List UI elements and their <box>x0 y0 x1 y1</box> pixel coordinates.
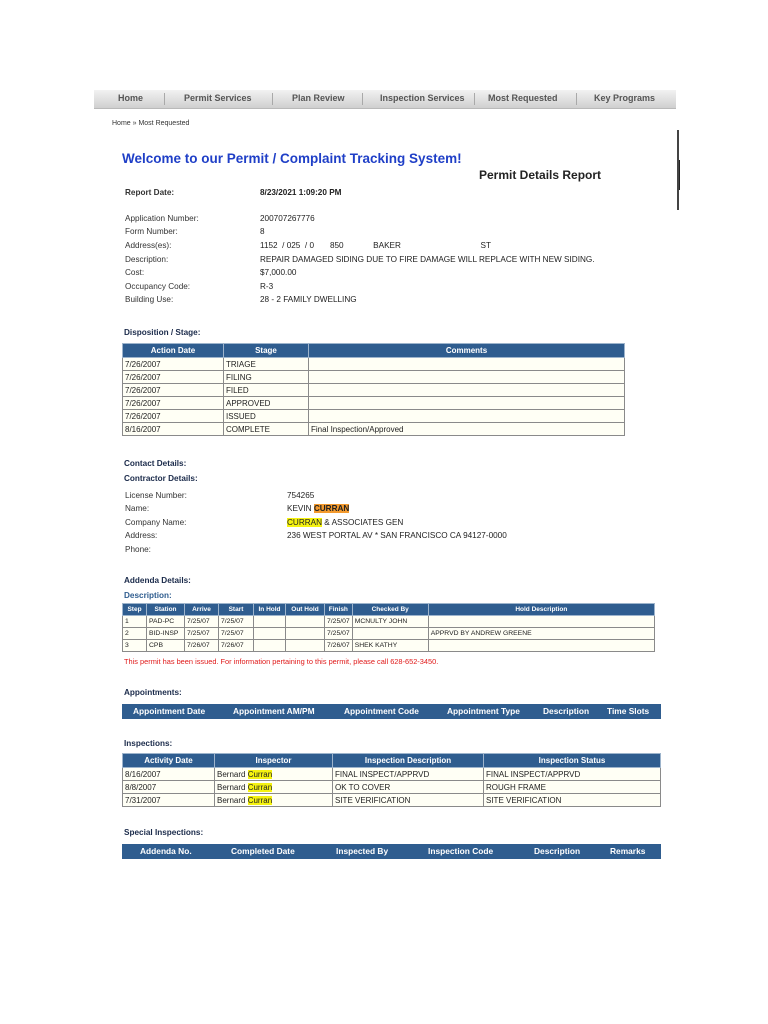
contractor-name <box>287 504 349 513</box>
highlighted-surname: CURRAN <box>313 504 350 513</box>
cell <box>309 371 625 384</box>
cell: SITE VERIFICATION <box>333 794 484 807</box>
special-inspections-header-row <box>122 844 661 859</box>
cell <box>428 616 654 628</box>
col-appointment-code: Appointment Code <box>344 706 419 716</box>
disposition-title: Disposition / Stage: <box>124 328 201 337</box>
col-checked-by: Checked By <box>352 604 428 616</box>
cell: FILED <box>224 384 309 397</box>
col-action-date: Action Date <box>123 344 224 358</box>
nav-most-requested[interactable]: Most Requested <box>488 93 558 103</box>
cell: 2 <box>123 628 147 640</box>
table-row <box>123 423 625 436</box>
cell: 7/26/2007 <box>123 384 224 397</box>
nav-separator <box>474 93 475 105</box>
disposition-table <box>122 343 625 436</box>
cell: 3 <box>123 640 147 652</box>
appointments-header-row <box>122 704 661 719</box>
inspections-table <box>122 753 661 807</box>
cell: APPRVD BY ANDREW GREENE <box>428 628 654 640</box>
nav-permit-services[interactable]: Permit Services <box>184 93 252 103</box>
cell: 7/26/07 <box>325 640 353 652</box>
col-description: Description <box>534 846 581 856</box>
cost-label: Cost: <box>125 268 145 277</box>
highlighted-surname: Curran <box>247 769 273 779</box>
cell: 1 <box>123 616 147 628</box>
application-number-value: 200707267776 <box>260 214 315 223</box>
col-inspection-status: Inspection Status <box>484 754 661 768</box>
inspections-title: Inspections: <box>124 739 173 748</box>
special-inspections-title: Special Inspections: <box>124 828 204 837</box>
occupancy-code-value: R-3 <box>260 282 274 291</box>
nav-home[interactable]: Home <box>118 93 144 103</box>
name-label: Name: <box>125 504 150 513</box>
nav-inspection-services[interactable]: Inspection Services <box>380 93 465 103</box>
cell: 8/16/2007 <box>123 768 215 781</box>
col-hold-description: Hold Description <box>428 604 654 616</box>
col-in-hold: In Hold <box>254 604 286 616</box>
col-time-slots: Time Slots <box>607 706 650 716</box>
nav-separator <box>272 93 273 105</box>
form-number-value: 8 <box>260 227 265 236</box>
cell: ISSUED <box>224 410 309 423</box>
col-step: Step <box>123 604 147 616</box>
nav-separator <box>164 93 165 105</box>
nav-key-programs[interactable]: Key Programs <box>594 93 656 103</box>
description-label: Description: <box>125 255 169 264</box>
inspector-cell <box>215 768 333 781</box>
cell: 7/26/2007 <box>123 410 224 423</box>
cell <box>352 628 428 640</box>
cell <box>428 640 654 652</box>
table-row <box>123 768 661 781</box>
col-station: Station <box>147 604 185 616</box>
highlighted-surname: Curran <box>247 782 273 792</box>
appointments-title: Appointments: <box>124 688 182 697</box>
nav-separator <box>362 93 363 105</box>
cell <box>309 410 625 423</box>
inspector-first: Bernard <box>217 782 248 792</box>
company-name <box>287 518 403 527</box>
phone-label: Phone: <box>125 545 151 554</box>
col-start: Start <box>219 604 254 616</box>
col-description: Description <box>543 706 590 716</box>
report-title: Permit Details Report <box>479 168 602 182</box>
highlighted-company-word: CURRAN <box>287 518 323 527</box>
col-inspected-by: Inspected By <box>336 846 389 856</box>
cell: 7/25/07 <box>325 628 353 640</box>
addenda-title: Addenda Details: <box>124 576 191 585</box>
cell <box>286 616 325 628</box>
col-remarks: Remarks <box>610 846 646 856</box>
cell: FILING <box>224 371 309 384</box>
cell: APPROVED <box>224 397 309 410</box>
col-out-hold: Out Hold <box>286 604 325 616</box>
cell: CPB <box>147 640 185 652</box>
table-row <box>123 358 625 371</box>
table-row <box>123 371 625 384</box>
license-label: License Number: <box>125 491 187 500</box>
cell <box>286 640 325 652</box>
cell <box>254 616 286 628</box>
contractor-first-name: KEVIN <box>287 504 314 513</box>
scrollbar-thumb[interactable] <box>679 160 680 190</box>
permit-issued-notice: This permit has been issued. For information pertaining to this permit, please call 628-652-3450. <box>124 657 439 666</box>
cell <box>309 384 625 397</box>
cell: 7/25/07 <box>185 628 219 640</box>
description-value: REPAIR DAMAGED SIDING DUE TO FIRE DAMAGE WILL REPLACE WITH NEW SIDING. <box>260 255 595 264</box>
company-rest: & ASSOCIATES GEN <box>322 518 404 527</box>
company-label: Company Name: <box>125 518 187 527</box>
col-activity-date: Activity Date <box>123 754 215 768</box>
col-inspector: Inspector <box>215 754 333 768</box>
application-number-label: Application Number: <box>125 214 199 223</box>
cell <box>309 358 625 371</box>
table-row <box>123 781 661 794</box>
form-number-label: Form Number: <box>125 227 178 236</box>
breadcrumb[interactable]: Home » Most Requested <box>112 120 190 127</box>
col-inspection-code: Inspection Code <box>428 846 494 856</box>
cell: 7/25/07 <box>185 616 219 628</box>
col-addenda-no: Addenda No. <box>140 846 192 856</box>
report-date-value: 8/23/2021 1:09:20 PM <box>260 188 342 197</box>
col-finish: Finish <box>325 604 353 616</box>
cell <box>309 397 625 410</box>
cell <box>254 640 286 652</box>
highlighted-surname: Curran <box>247 795 273 805</box>
cell: SHEK KATHY <box>352 640 428 652</box>
occupancy-code-label: Occupancy Code: <box>125 282 191 291</box>
addenda-table <box>122 603 655 652</box>
cell: 7/25/07 <box>219 628 254 640</box>
col-appointment-ampm: Appointment AM/PM <box>233 706 315 716</box>
license-value: 754265 <box>287 491 315 500</box>
col-appointment-date: Appointment Date <box>133 706 206 716</box>
cell: MCNULTY JOHN <box>352 616 428 628</box>
col-arrive: Arrive <box>185 604 219 616</box>
building-use-label: Building Use: <box>125 295 174 304</box>
cell: 7/31/2007 <box>123 794 215 807</box>
top-nav-bar <box>94 90 676 109</box>
cell: Final Inspection/Approved <box>309 423 625 436</box>
cell: 7/26/2007 <box>123 358 224 371</box>
cell: 8/8/2007 <box>123 781 215 794</box>
col-appointment-type: Appointment Type <box>447 706 520 716</box>
cell: FINAL INSPECT/APPRVD <box>484 768 661 781</box>
cell: SITE VERIFICATION <box>484 794 661 807</box>
table-row <box>123 640 655 652</box>
building-use-value: 28 - 2 FAMILY DWELLING <box>260 295 357 304</box>
cell: 8/16/2007 <box>123 423 224 436</box>
table-row <box>123 628 655 640</box>
cell: OK TO COVER <box>333 781 484 794</box>
cell: COMPLETE <box>224 423 309 436</box>
inspector-cell <box>215 781 333 794</box>
cell: 7/26/2007 <box>123 371 224 384</box>
cell: TRIAGE <box>224 358 309 371</box>
address-contact-label: Address: <box>125 531 158 540</box>
table-row <box>123 794 661 807</box>
table-row <box>123 397 625 410</box>
page-title: Welcome to our Permit / Complaint Tracking System! <box>122 151 462 166</box>
cell: 7/26/07 <box>185 640 219 652</box>
cell: 7/25/07 <box>325 616 353 628</box>
cell: BID-INSP <box>147 628 185 640</box>
cell: 7/26/2007 <box>123 397 224 410</box>
address-contact-value: 236 WEST PORTAL AV * SAN FRANCISCO CA 94127-0000 <box>287 531 507 540</box>
cost-value: $7,000.00 <box>260 268 297 277</box>
addenda-description-title: Description: <box>124 591 172 600</box>
nav-plan-review[interactable]: Plan Review <box>292 93 345 103</box>
col-comments: Comments <box>309 344 625 358</box>
address-label: Address(es): <box>125 241 172 250</box>
cell: 7/25/07 <box>219 616 254 628</box>
cell: FINAL INSPECT/APPRVD <box>333 768 484 781</box>
cell <box>286 628 325 640</box>
address-value: 1152 / 025 / 0 850 BAKER ST <box>260 241 492 250</box>
col-inspection-description: Inspection Description <box>333 754 484 768</box>
nav-separator <box>576 93 577 105</box>
cell: PAD-PC <box>147 616 185 628</box>
contractor-details-title: Contractor Details: <box>124 474 198 483</box>
inspector-first: Bernard <box>217 795 248 805</box>
col-stage: Stage <box>224 344 309 358</box>
table-row <box>123 384 625 397</box>
inspector-cell <box>215 794 333 807</box>
cell <box>254 628 286 640</box>
cell: ROUGH FRAME <box>484 781 661 794</box>
report-date-label: Report Date: <box>125 188 175 197</box>
table-row <box>123 616 655 628</box>
contact-details-title: Contact Details: <box>124 459 187 468</box>
cell: 7/26/07 <box>219 640 254 652</box>
inspector-first: Bernard <box>217 769 248 779</box>
table-row <box>123 410 625 423</box>
col-completed-date: Completed Date <box>231 846 295 856</box>
